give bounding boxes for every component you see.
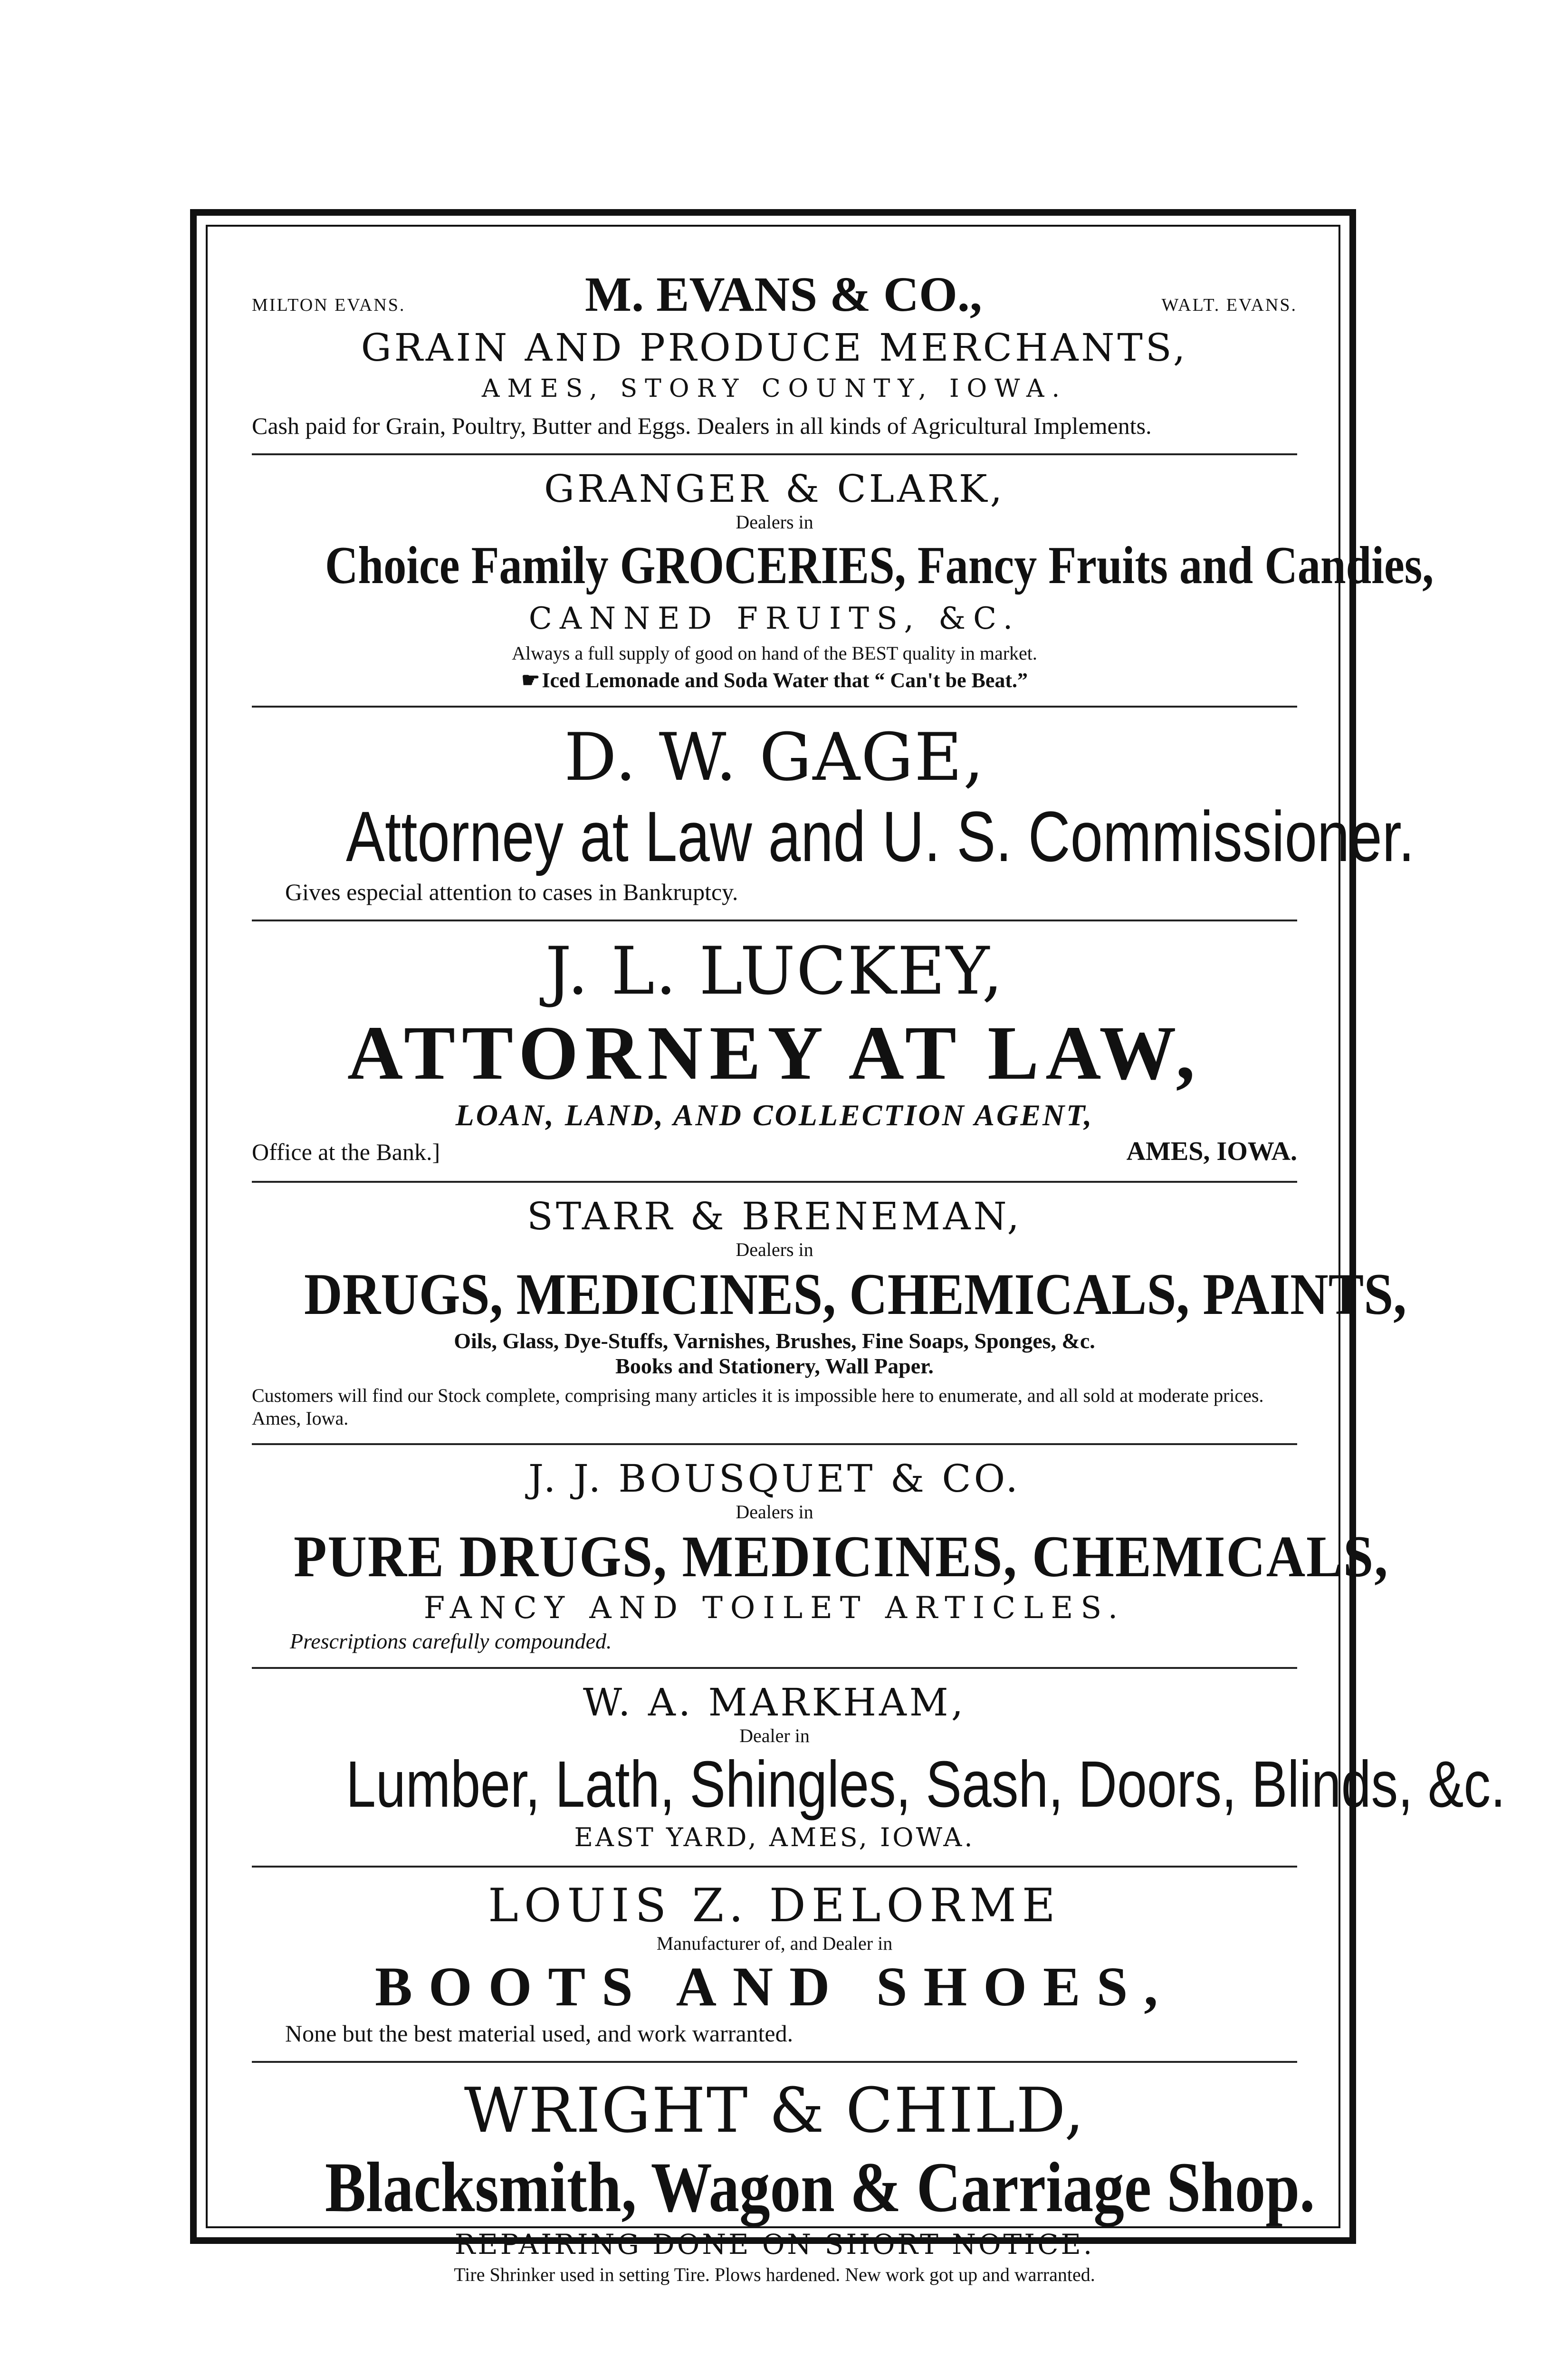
evans-right-name: WALT. EVANS. <box>1161 295 1297 315</box>
wright-headline: Blacksmith, Wagon & Carriage Shop. <box>325 2148 1315 2227</box>
ad-gage <box>252 708 1415 921</box>
evans-firm-name: M. EVANS & CO., <box>584 267 982 322</box>
granger-notice <box>252 668 1297 692</box>
pointing-hand-icon: ☛ <box>521 669 540 692</box>
advertisement-page <box>252 233 1506 2299</box>
markham-firm-name: W. A. MARKHAM, <box>583 1680 966 1725</box>
luckey-footer-row <box>252 1136 1297 1168</box>
granger-notice-text: Iced Lemonade and Soda Water that “ Can't be Beat.” <box>542 669 1028 692</box>
evans-header-row <box>252 266 1297 323</box>
gage-headline: Attorney at Law and U. S. Commissioner. <box>346 796 1415 876</box>
bousquet-firm-name: J. J. BOUSQUET & CO. <box>528 1456 1021 1501</box>
luckey-subline: LOAN, LAND, AND COLLECTION AGENT, <box>455 1098 1094 1132</box>
delorme-headline: BOOTS AND SHOES, <box>375 1955 1174 2018</box>
ad-delorme <box>252 1868 1297 2063</box>
granger-body: Always a full supply of good on hand of the BEST quality in market. <box>512 642 1037 664</box>
granger-dealers-in: Dealers in <box>736 511 813 533</box>
ad-markham <box>252 1669 1506 1868</box>
ad-wright-child <box>252 2063 1315 2299</box>
wright-firm-name: WRIGHT & CHILD, <box>464 2074 1085 2147</box>
granger-headline: Choice Family GROCERIES, Fancy Fruits and Candies, <box>325 536 1434 595</box>
wright-subline: REPAIRING DONE ON SHORT NOTICE. <box>454 2228 1095 2261</box>
delorme-firm-name: LOUIS Z. DELORME <box>488 1879 1061 1933</box>
starr-line-2: Books and Stationery, Wall Paper. <box>615 1354 934 1379</box>
delorme-dealer: Manufacturer of, and Dealer in <box>656 1933 893 1954</box>
ad-luckey <box>252 921 1297 1183</box>
starr-dealers-in: Dealers in <box>736 1239 813 1261</box>
ad-starr-breneman <box>252 1183 1407 1445</box>
gage-firm-name: D. W. GAGE, <box>564 719 985 795</box>
markham-dealer-in: Dealer in <box>739 1725 810 1747</box>
evans-location: AMES, STORY COUNTY, IOWA. <box>481 374 1068 403</box>
evans-left-name: MILTON EVANS. <box>252 295 406 315</box>
gage-body: Gives especial attention to cases in Bankruptcy. <box>285 879 738 905</box>
markham-subline: EAST YARD, AMES, IOWA. <box>574 1822 975 1853</box>
bousquet-headline: PURE DRUGS, MEDICINES, CHEMICALS, <box>294 1524 1389 1590</box>
luckey-location: AMES, IOWA. <box>1126 1137 1297 1166</box>
wright-body: Tire Shrinker used in setting Tire. Plows hardened. New work got up and warranted. <box>454 2264 1095 2286</box>
ad-granger-clark <box>252 455 1434 708</box>
luckey-office: Office at the Bank.] <box>252 1139 440 1165</box>
evans-body: Cash paid for Grain, Poultry, Butter and Eggs. Dealers in all kinds of Agricultural Implements. <box>252 412 1152 439</box>
starr-headline: DRUGS, MEDICINES, CHEMICALS, PAINTS, <box>304 1262 1407 1327</box>
luckey-firm-name: J. L. LUCKEY, <box>545 933 1004 1009</box>
granger-firm-name: GRANGER & CLARK, <box>544 467 1005 511</box>
bousquet-body: Prescriptions carefully compounded. <box>290 1629 612 1654</box>
bousquet-dealers-in: Dealers in <box>736 1501 813 1523</box>
delorme-body: None but the best material used, and work warranted. <box>285 2020 794 2047</box>
starr-firm-name: STARR & BRENEMAN, <box>527 1194 1022 1239</box>
evans-headline: GRAIN AND PRODUCE MERCHANTS, <box>361 326 1188 370</box>
starr-body: Customers will find our Stock complete, comprising many articles it is impossible here to enumerate, and all sold at moderate prices. Ames, Iowa. <box>252 1385 1264 1429</box>
markham-headline: Lumber, Lath, Shingles, Sash, Doors, Blinds, &c. <box>346 1748 1506 1821</box>
luckey-headline: ATTORNEY AT LAW, <box>347 1011 1202 1096</box>
bousquet-subline: FANCY AND TOILET ARTICLES. <box>423 1590 1126 1626</box>
ad-bousquet <box>252 1445 1389 1669</box>
ad-evans <box>252 233 1297 455</box>
starr-line-1: Oils, Glass, Dye-Stuffs, Varnishes, Brushes, Fine Soaps, Sponges, &c. <box>454 1329 1095 1353</box>
granger-subline: CANNED FRUITS, &C. <box>528 601 1021 636</box>
